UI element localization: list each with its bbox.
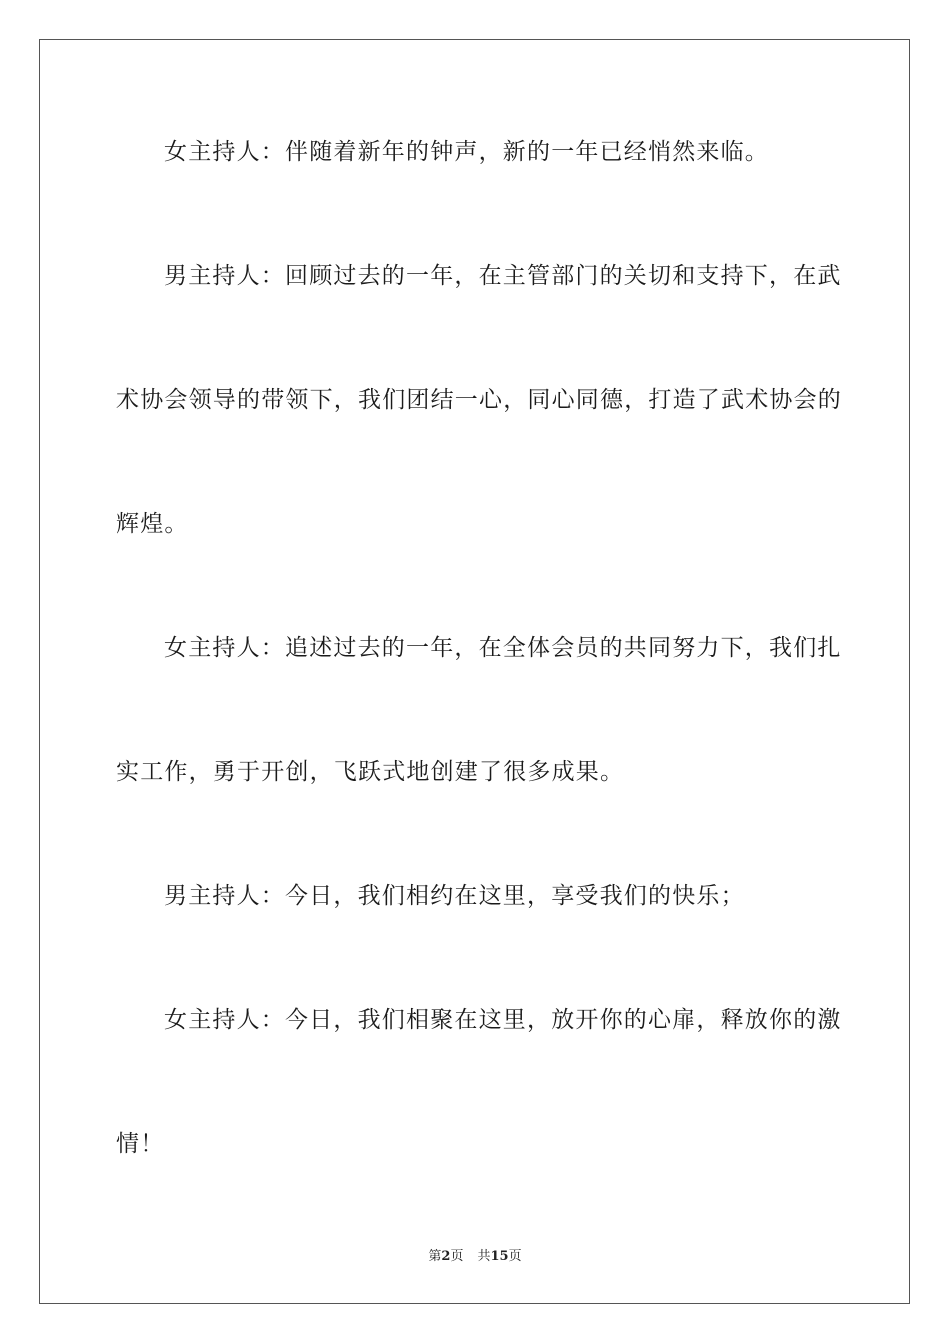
paragraph-line: 男主持人：今日，我们相约在这里，享受我们的快乐； bbox=[164, 883, 745, 909]
paragraph-line: 辉煌。 bbox=[116, 511, 189, 537]
paragraph-line: 男主持人：回顾过去的一年，在主管部门的关切和支持下，在武 bbox=[164, 263, 842, 289]
page-prefix: 第 bbox=[428, 1249, 442, 1264]
paragraph-line: 女主持人：今日，我们相聚在这里，放开你的心扉，释放你的激 bbox=[164, 1007, 842, 1033]
total-pages: 15 bbox=[490, 1249, 509, 1264]
total-prefix: 共 bbox=[477, 1249, 491, 1264]
paragraph-line: 女主持人：伴随着新年的钟声，新的一年已经悄然来临。 bbox=[164, 139, 769, 165]
page-number: 2 bbox=[441, 1249, 451, 1264]
paragraph-line: 实工作，勇于开创，飞跃式地创建了很多成果。 bbox=[116, 759, 625, 785]
paragraph-line: 情！ bbox=[116, 1131, 165, 1157]
page-footer bbox=[0, 1248, 950, 1266]
total-suffix: 页 bbox=[508, 1249, 522, 1264]
page-border bbox=[39, 39, 910, 1304]
paragraph-line: 女主持人：追述过去的一年，在全体会员的共同努力下，我们扎 bbox=[164, 635, 842, 661]
page-suffix: 页 bbox=[450, 1249, 464, 1264]
paragraph-line: 术协会领导的带领下，我们团结一心，同心同德，打造了武术协会的 bbox=[116, 387, 842, 413]
